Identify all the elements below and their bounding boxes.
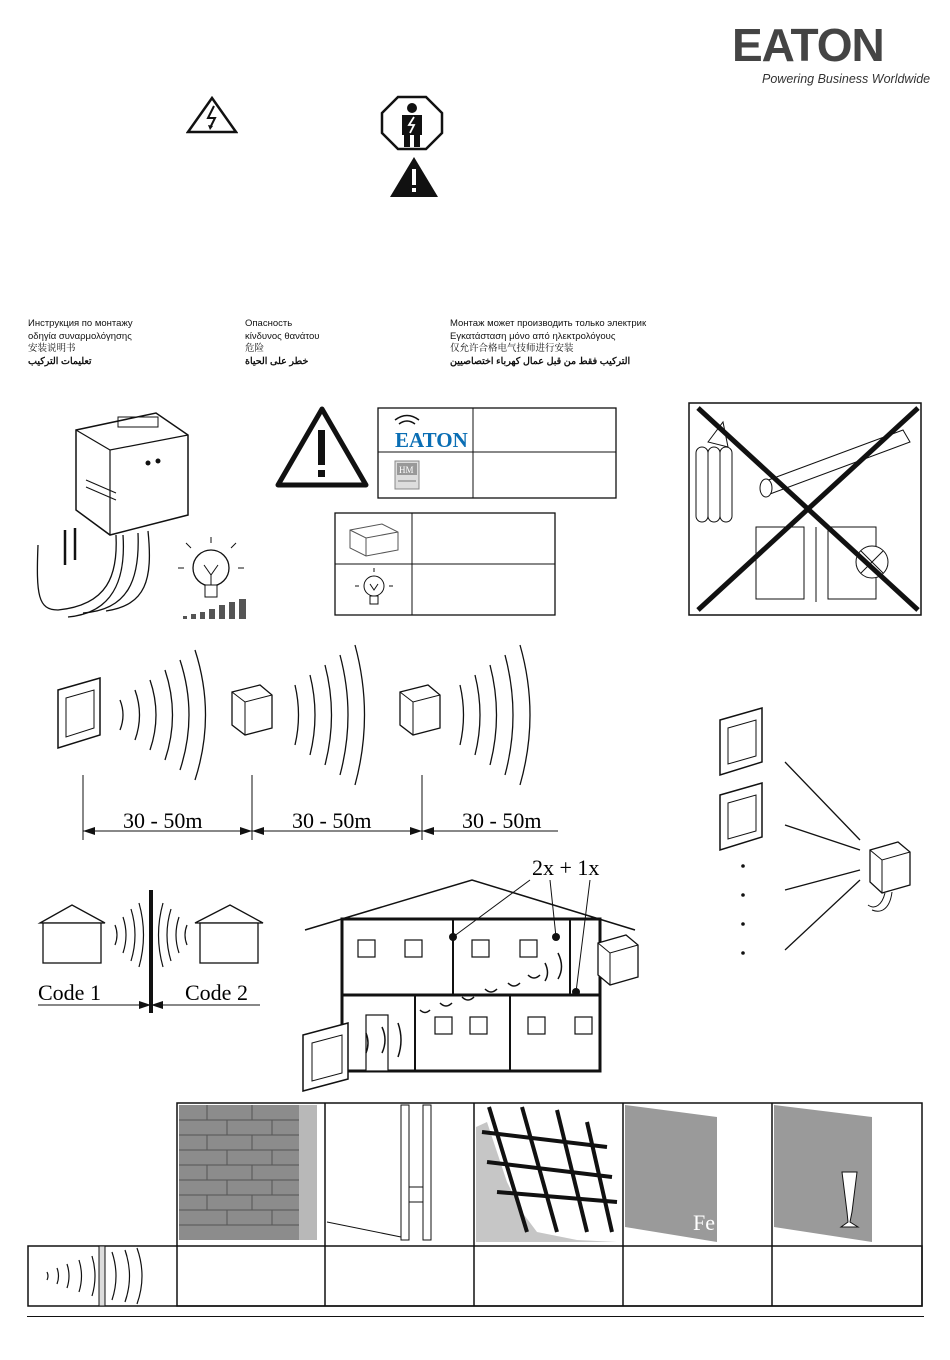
range-label-1: 30 - 50m bbox=[123, 808, 203, 833]
code-1-label: Code 1 bbox=[38, 980, 101, 1005]
electric-hazard-icon bbox=[186, 96, 238, 134]
dimmer-actuator-illustration bbox=[28, 405, 258, 620]
compatibility-legend bbox=[377, 407, 619, 502]
house-installation-diagram bbox=[300, 855, 645, 1093]
footer-rule bbox=[27, 1316, 924, 1317]
warning-icon bbox=[388, 155, 440, 199]
hm-legend-label: HM bbox=[399, 465, 414, 475]
text-line: κίνδυνος θανάτου bbox=[245, 330, 320, 342]
material-attenuation-table bbox=[27, 1102, 924, 1308]
load-legend bbox=[334, 512, 558, 618]
text-line: Монтаж может производить только электрик bbox=[450, 318, 647, 329]
electrician-only-text bbox=[450, 318, 646, 368]
install-instructions-text bbox=[28, 318, 133, 368]
caution-triangle-icon bbox=[275, 405, 370, 490]
text-line: تعليمات التركيب bbox=[28, 355, 92, 367]
text-line: Инструкция по монтажу bbox=[28, 318, 133, 329]
text-line: Опасность bbox=[245, 318, 293, 329]
code-2-label: Code 2 bbox=[185, 980, 248, 1005]
text-line: خطر على الحياة bbox=[245, 355, 309, 367]
steel-label: Fe bbox=[693, 1210, 715, 1235]
text-line: 危险 bbox=[245, 343, 265, 354]
radio-range-diagram bbox=[40, 640, 580, 845]
danger-text bbox=[245, 318, 319, 368]
eaton-logo bbox=[732, 19, 931, 90]
range-label-2: 30 - 50m bbox=[292, 808, 372, 833]
electrician-only-icon bbox=[380, 95, 444, 151]
multiple-transmitters-diagram bbox=[710, 700, 925, 960]
text-line: 仅允许合格电气技师进行安装 bbox=[450, 343, 574, 354]
range-label-3: 30 - 50m bbox=[462, 808, 542, 833]
text-line: التركيب فقط من قبل عمال كهرباء اختصاصيين bbox=[450, 355, 631, 367]
incompatible-loads-illustration bbox=[688, 402, 924, 617]
text-line: 安装说明书 bbox=[28, 343, 76, 354]
brand-name: EATON bbox=[732, 19, 884, 71]
code-separation-diagram bbox=[35, 885, 265, 1015]
eaton-legend-logo: EATON bbox=[395, 428, 468, 452]
text-line: οδηγία συναρμολόγησης bbox=[28, 330, 132, 342]
mesh-count-label: 2x + 1x bbox=[532, 855, 600, 880]
brand-tagline: Powering Business Worldwide bbox=[762, 72, 931, 86]
text-line: Εγκατάσταση μόνο από ηλεκτρολόγους bbox=[450, 330, 616, 342]
